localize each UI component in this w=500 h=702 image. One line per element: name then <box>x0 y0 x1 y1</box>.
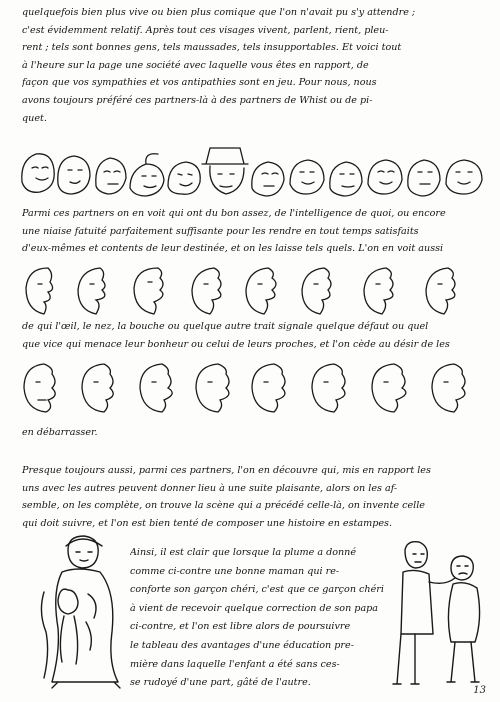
page-number: 13 <box>473 685 486 696</box>
text-line: conforte son garçon chéri, c'est que ce garçon chéri <box>130 584 384 596</box>
text-line: à l'heure sur la page une société avec laquelle vous êtes en rapport, de <box>22 59 369 71</box>
text-line: comme ci-contre une bonne maman qui re- <box>130 565 340 577</box>
text-line: uns avec les autres peuvent donner lieu à une suite plaisante, alors on les af- <box>22 482 398 494</box>
text-line: à vient de recevoir quelque correction de son papa <box>130 602 379 614</box>
paragraph-1 <box>22 4 487 127</box>
caricature-profiles-row-2 <box>18 262 488 318</box>
text-line: le tableau des avantages d'une éducation pre- <box>130 639 354 651</box>
text-line: qui doit suivre, et l'on est bien tenté de composer une histoire en estampes. <box>22 517 392 529</box>
text-line: de qui l'œil, le nez, la bouche ou quelque autre trait signale quelque défaut ou quel <box>22 321 429 332</box>
paragraph-3 <box>22 318 487 353</box>
text-line: Ainsi, il est clair que lorsque la plume a donné <box>130 547 357 558</box>
text-line: ci-contre, et l'on est libre alors de poursuivre <box>130 621 351 633</box>
text-line: c'est évidemment relatif. Après tout ces visages vivent, parlent, rient, pleu- <box>22 24 389 36</box>
caricature-profiles-row-3 <box>18 360 488 416</box>
text-line: avons toujours préféré ces partners-là à des partners de Whist ou de pi- <box>22 94 373 106</box>
text-line: mière dans laquelle l'enfant a été sans ces- <box>130 658 340 670</box>
text-line: Presque toujours aussi, parmi ces partners, l'on en découvre qui, mis en rapport les <box>22 465 431 476</box>
text-line: quelquefois bien plus vive ou bien plus comique que l'on n'avait pu s'y attendre ; <box>22 7 416 18</box>
text-line: en débarrasser. <box>22 427 98 438</box>
text-line: se rudoyé d'une part, gâté de l'autre. <box>130 677 311 689</box>
mother-comforting-son-illustration <box>38 532 134 690</box>
father-scolding-son-illustration <box>385 538 487 690</box>
text-line: que vice qui menace leur bonheur ou celui de leurs proches, et l'on cède au désir de les <box>22 338 450 350</box>
text-line: rent ; tels sont bonnes gens, tels maussades, tels insupportables. Et voici tout <box>22 42 402 54</box>
text-line: d'eux-mêmes et contents de leur destinée, et on les laisse tels quels. L'on en voit aussi <box>22 243 444 255</box>
text-line: Parmi ces partners on en voit qui ont du bon assez, de l'intelligence de quoi, ou encore <box>22 208 446 219</box>
text-line: quet. <box>22 112 47 124</box>
paragraph-6 <box>130 544 390 693</box>
text-line: semble, on les complète, on trouve la scène qui a précédé celle-là, on invente celle <box>22 500 425 512</box>
paragraph-2 <box>22 205 487 258</box>
paragraph-4 <box>22 424 222 442</box>
text-line: une niaise fatuité parfaitement suffisante pour les rendre en tout temps satisfaits <box>22 225 419 237</box>
text-line: façon que vos sympathies et vos antipathies sont en jeu. Pour nous, nous <box>22 77 377 89</box>
caricature-faces-row-1 <box>18 142 488 200</box>
paragraph-5 <box>22 462 487 532</box>
